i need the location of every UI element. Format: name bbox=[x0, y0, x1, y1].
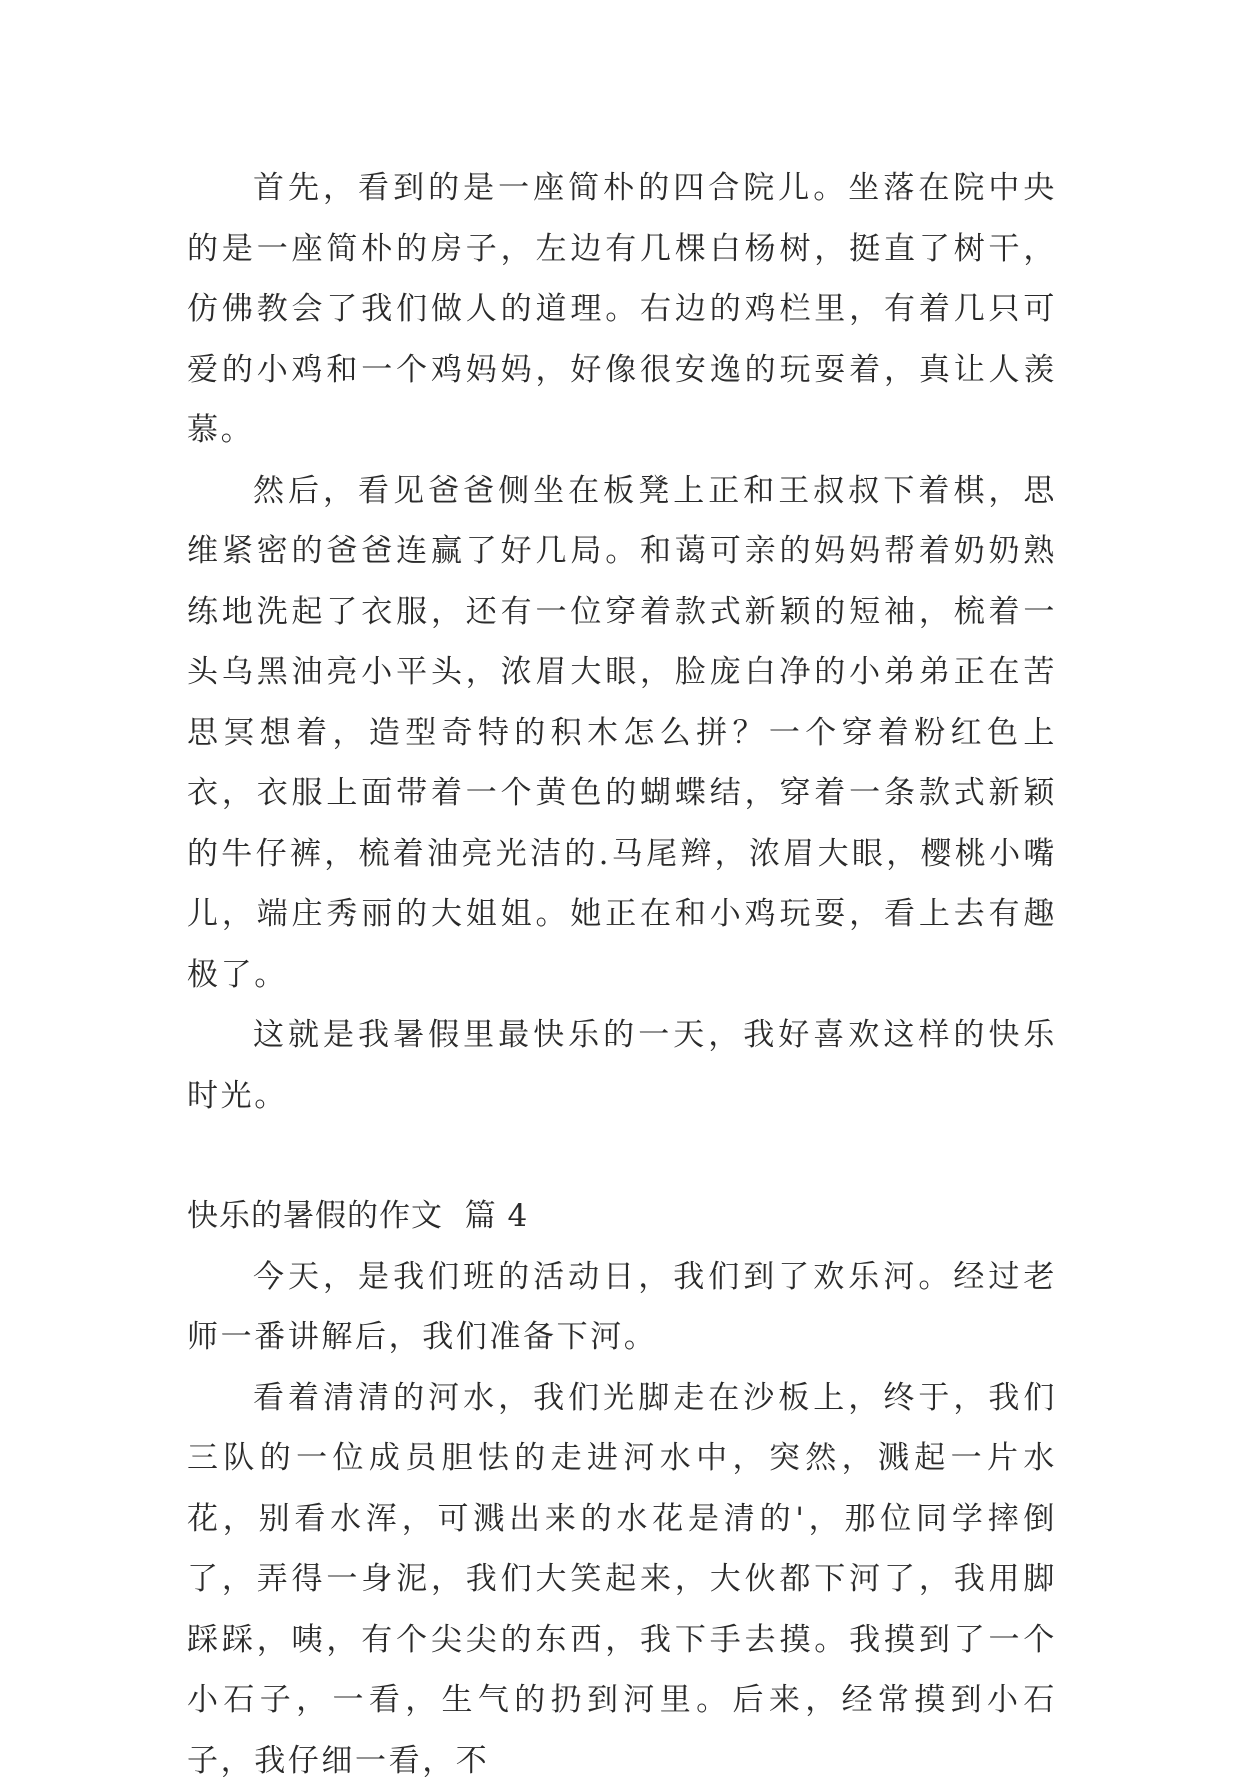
document-body bbox=[187, 158, 1057, 1791]
paragraph-happiest-day: 这就是我暑假里最快乐的一天，我好喜欢这样的快乐时光。 bbox=[187, 1005, 1057, 1126]
section-spacer bbox=[187, 1126, 1057, 1186]
essay-heading: 快乐的暑假的作文 篇 4 bbox=[187, 1186, 1057, 1247]
paragraph-family: 然后，看见爸爸侧坐在板凳上正和王叔叔下着棋，思维紧密的爸爸连赢了好几局。和蔼可亲的妈妈帮着奶奶熟练地洗起了衣服，还有一位穿着款式新颖的短袖，梳着一头乌黑油亮小平头，浓眉大眼，脸庞白净的小弟弟正在苦思冥想着，造型奇特的积木怎么拼？一个穿着粉红色上衣，衣服上面带着一个黄色的蝴蝶结，穿着一条款式新颖的牛仔裤，梳着油亮光洁的.马尾辫，浓眉大眼，樱桃小嘴儿，端庄秀丽的大姐姐。她正在和小鸡玩耍，看上去有趣极了。 bbox=[187, 461, 1057, 1006]
paragraph-activity-day: 今天，是我们班的活动日，我们到了欢乐河。经过老师一番讲解后，我们准备下河。 bbox=[187, 1247, 1057, 1368]
paragraph-courtyard: 首先，看到的是一座简朴的四合院儿。坐落在院中央的是一座简朴的房子，左边有几棵白杨树，挺直了树干，仿佛教会了我们做人的道理。右边的鸡栏里，有着几只可爱的小鸡和一个鸡妈妈，好像很安逸的玩耍着，真让人羡慕。 bbox=[187, 158, 1057, 461]
paragraph-river: 看着清清的河水，我们光脚走在沙板上，终于，我们三队的一位成员胆怯的走进河水中，突然，溅起一片水花，别看水浑，可溅出来的水花是清的'，那位同学摔倒了，弄得一身泥，我们大笑起来，大伙都下河了，我用脚踩踩，咦，有个尖尖的东西，我下手去摸。我摸到了一个小石子，一看，生气的扔到河里。后来，经常摸到小石子，我仔细一看，不 bbox=[187, 1368, 1057, 1791]
